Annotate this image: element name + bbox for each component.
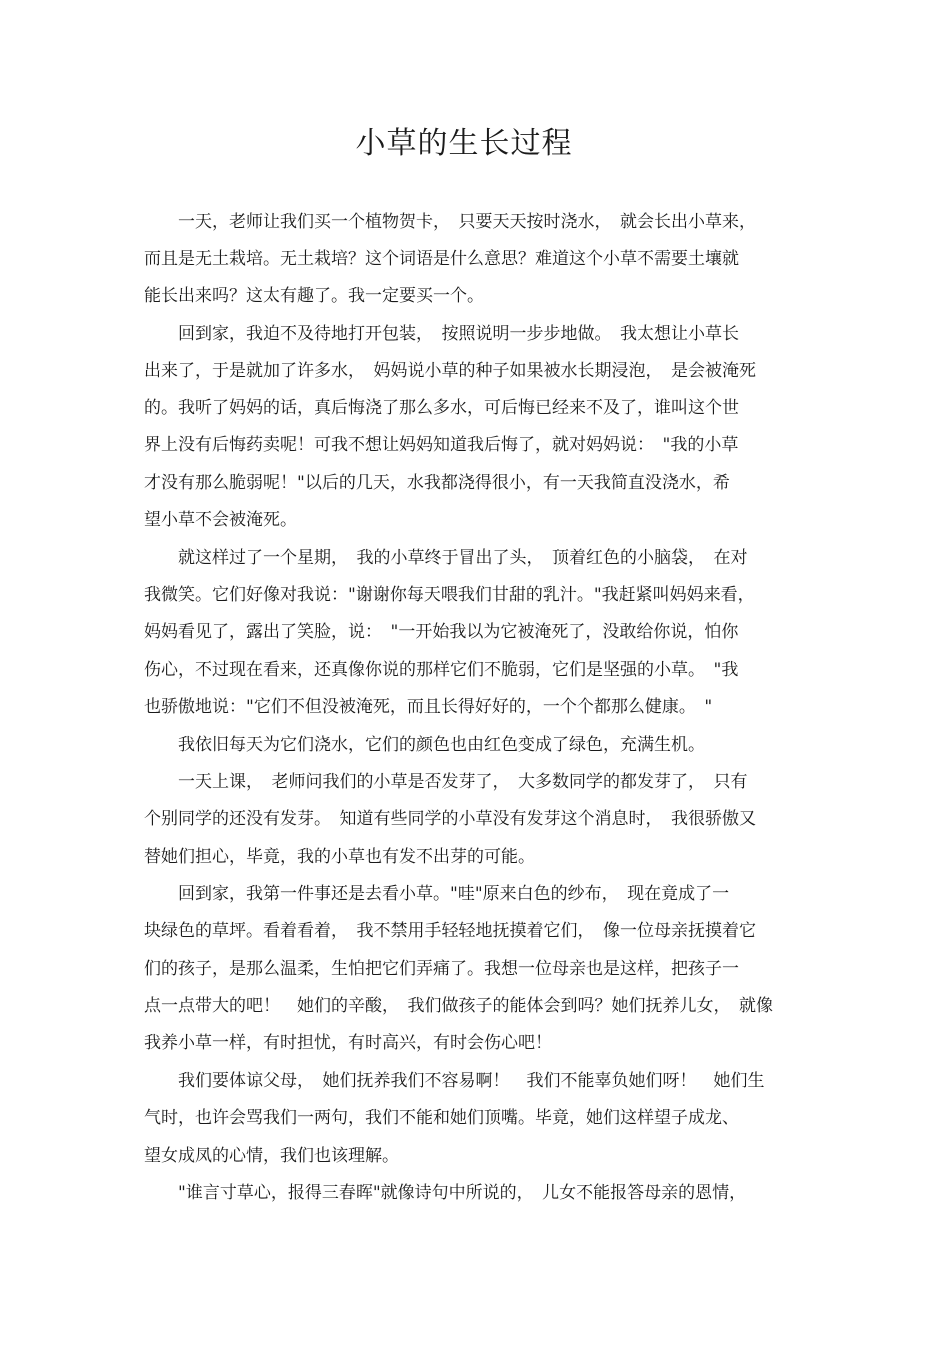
text-line: 们的孩子，是那么温柔，生怕把它们弄痛了。我想一位母亲也是这样，把孩子一 — [144, 959, 739, 979]
text-line: 块绿色的草坪。看着看着， 我不禁用手轻轻地抚摸着它们， 像一位母亲抚摸着它 — [144, 921, 756, 941]
text-line: "谁言寸草心，报得三春晖"就像诗句中所说的， 儿女不能报答母亲的恩情， — [144, 1183, 747, 1203]
text-line: 气时，也许会骂我们一两句，我们不能和她们顶嘴。毕竟，她们这样望子成龙、 — [144, 1108, 739, 1128]
text-line: 我们要体谅父母， 她们抚养我们不容易啊！ 我们不能辜负她们呀！ 她们生 — [144, 1071, 765, 1091]
text-line: 的。我听了妈妈的话，真后悔浇了那么多水，可后悔已经来不及了，谁叫这个世 — [144, 398, 739, 418]
text-line: 回到家，我迫不及待地打开包装， 按照说明一步步地做。 我太想让小草长 — [144, 324, 739, 344]
text-line: 我养小草一样，有时担忧，有时高兴，有时会伤心吧！ — [144, 1033, 552, 1053]
text-line: 回到家，我第一件事还是去看小草。"哇"原来白色的纱布， 现在竟成了一 — [144, 884, 730, 904]
text-line: 望女成凤的心情，我们也该理解。 — [144, 1146, 399, 1166]
text-line: 点一点带大的吧！ 她们的辛酸， 我们做孩子的能体会到吗？她们抚养儿女， 就像 — [144, 996, 773, 1016]
text-line: 我微笑。它们好像对我说："谢谢你每天喂我们甘甜的乳汁。"我赶紧叫妈妈来看， — [144, 585, 755, 605]
page-title: 小草的生长过程 — [355, 126, 573, 161]
text-line: 就这样过了一个星期， 我的小草终于冒出了头， 顶着红色的小脑袋， 在对 — [144, 548, 748, 568]
text-line: 一天，老师让我们买一个植物贺卡， 只要天天按时浇水， 就会长出小草来， — [144, 212, 756, 232]
text-line: 我依旧每天为它们浇水，它们的颜色也由红色变成了绿色，充满生机。 — [144, 735, 705, 755]
text-line: 能长出来吗？这太有趣了。我一定要买一个。 — [144, 286, 484, 306]
text-line: 才没有那么脆弱呢！"以后的几天，水我都浇得很小，有一天我简直没浇水，希 — [144, 473, 730, 493]
text-line: 个别同学的还没有发芽。 知道有些同学的小草没有发芽这个消息时， 我很骄傲又 — [144, 809, 756, 829]
text-line: 替她们担心，毕竟，我的小草也有发不出芽的可能。 — [144, 847, 535, 867]
text-line: 界上没有后悔药卖呢！可我不想让妈妈知道我后悔了，就对妈妈说： "我的小草 — [144, 435, 739, 455]
text-line: 而且是无土栽培。无土栽培？这个词语是什么意思？难道这个小草不需要土壤就 — [144, 249, 739, 269]
text-line: 望小草不会被淹死。 — [144, 510, 297, 530]
text-line: 妈妈看见了，露出了笑脸，说： "一开始我以为它被淹死了，没敢给你说，怕你 — [144, 622, 739, 642]
text-line: 出来了，于是就加了许多水， 妈妈说小草的种子如果被水长期浸泡， 是会被淹死 — [144, 361, 756, 381]
text-line: 伤心，不过现在看来，还真像你说的那样它们不脆弱，它们是坚强的小草。 "我 — [144, 660, 739, 680]
text-line: 也骄傲地说："它们不但没被淹死，而且长得好好的，一个个都那么健康。 " — [144, 697, 713, 717]
text-line: 一天上课， 老师问我们的小草是否发芽了， 大多数同学的都发芽了， 只有 — [144, 772, 748, 792]
